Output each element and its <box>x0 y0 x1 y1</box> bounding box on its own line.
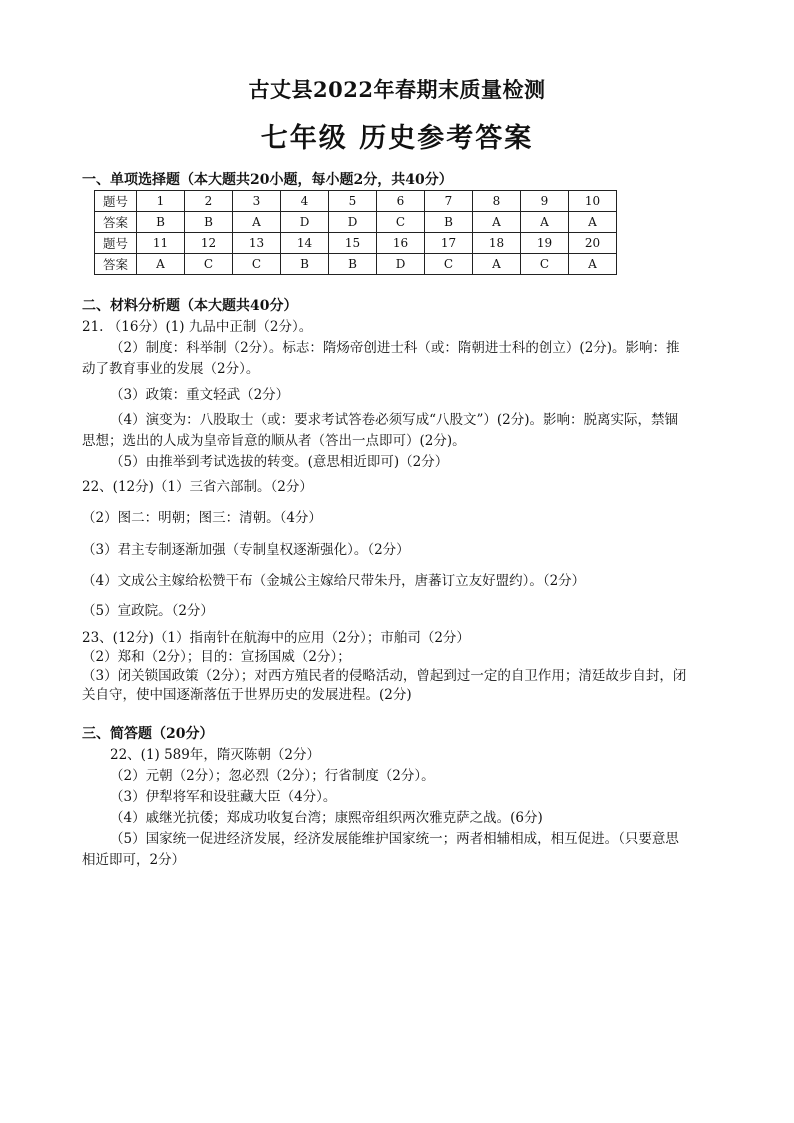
answer-cell: C <box>425 254 473 275</box>
answer-cell: C <box>185 254 233 275</box>
question-number: 15 <box>329 233 377 254</box>
answer-line: 21. （16分）(1) 九品中正制（2分）。 <box>82 319 313 335</box>
question-number: 2 <box>185 191 233 212</box>
answer-line: （3）伊犁将军和设驻藏大臣（4分）。 <box>110 789 337 805</box>
answer-line: （5）由推举到考试选拔的转变。(意思相近即可)（2分） <box>110 454 449 470</box>
section-1-heading: 一、单项选择题（本大题共20小题，每小题2分，共40分） <box>82 172 453 188</box>
row-label: 题号 <box>95 233 137 254</box>
question-number: 9 <box>521 191 569 212</box>
table-row <box>95 212 617 233</box>
answer-line: （4）戚继光抗倭；郑成功收复台湾；康熙帝组织两次雅克萨之战。(6分) <box>110 810 543 826</box>
answer-line: （4）演变为：八股取士（或：要求考试答卷必须写成“八股文”）(2分)。影响：脱离实际，禁锢 <box>110 412 679 428</box>
answer-cell: B <box>281 254 329 275</box>
section-2-heading: 二、材料分析题（本大题共40分） <box>82 298 298 314</box>
question-number: 5 <box>329 191 377 212</box>
question-number: 4 <box>281 191 329 212</box>
answer-line: 23、(12分)（1）指南针在航海中的应用（2分）；市舶司（2分） <box>82 630 470 646</box>
question-number: 8 <box>473 191 521 212</box>
question-number: 3 <box>233 191 281 212</box>
answer-cell: B <box>425 212 473 233</box>
question-number: 10 <box>569 191 617 212</box>
question-number: 7 <box>425 191 473 212</box>
answer-cell: A <box>569 254 617 275</box>
question-number: 20 <box>569 233 617 254</box>
question-number: 19 <box>521 233 569 254</box>
table-row <box>95 191 617 212</box>
question-number: 18 <box>473 233 521 254</box>
answer-line: （2）元朝（2分）；忽必烈（2分）；行省制度（2分）。 <box>110 768 435 784</box>
question-number: 14 <box>281 233 329 254</box>
question-number: 16 <box>377 233 425 254</box>
row-label: 答案 <box>95 254 137 275</box>
answer-cell: A <box>521 212 569 233</box>
answer-line: 动了教育事业的发展（2分）。 <box>82 361 260 377</box>
answer-line: （3）闭关锁国政策（2分）；对西方殖民者的侵略活动，曾起到过一定的自卫作用；清廷故步自封，闭 <box>82 668 687 684</box>
answer-line: 相近即可，2分） <box>82 852 186 868</box>
question-number: 6 <box>377 191 425 212</box>
answer-line: 22、(12分)（1）三省六部制。（2分） <box>82 479 313 495</box>
answer-cell: A <box>137 254 185 275</box>
answer-table <box>94 190 617 275</box>
question-number: 1 <box>137 191 185 212</box>
document-subtitle: 七年级 历史参考答案 <box>260 123 534 154</box>
answer-cell: D <box>281 212 329 233</box>
answer-cell: A <box>233 212 281 233</box>
answer-cell: C <box>521 254 569 275</box>
answer-line: （2）郑和（2分）；目的：宣扬国威（2分）； <box>82 649 351 665</box>
answer-line: 22、(1) 589年，隋灭陈朝（2分） <box>110 747 320 763</box>
question-number: 17 <box>425 233 473 254</box>
answer-line: 关自守，使中国逐渐落伍于世界历史的发展进程。(2分) <box>82 687 412 703</box>
question-number: 13 <box>233 233 281 254</box>
answer-cell: D <box>377 254 425 275</box>
answer-line: （2）制度：科举制（2分）。标志：隋炀帝创进士科（或：隋朝进士科的创立）(2分)。影响：推 <box>110 340 680 356</box>
question-number: 12 <box>185 233 233 254</box>
answer-cell: C <box>377 212 425 233</box>
answer-cell: B <box>137 212 185 233</box>
answer-line: （2）图二：明朝；图三：清朝。（4分） <box>82 510 322 526</box>
answer-cell: D <box>329 212 377 233</box>
answer-cell: C <box>233 254 281 275</box>
row-label: 题号 <box>95 191 137 212</box>
answer-cell: B <box>185 212 233 233</box>
answer-line: （3）政策：重文轻武（2分） <box>110 387 290 403</box>
answer-line: （3）君主专制逐渐加强（专制皇权逐渐强化）。（2分） <box>82 542 410 558</box>
section-3-heading: 三、简答题（20分） <box>82 726 214 742</box>
row-label: 答案 <box>95 212 137 233</box>
answer-cell: A <box>473 254 521 275</box>
answer-line: 思想；选出的人成为皇帝旨意的顺从者（答出一点即可）(2分)。 <box>82 433 466 449</box>
table-row <box>95 254 617 275</box>
answer-cell: A <box>569 212 617 233</box>
document-title: 古丈县2022年春期末质量检测 <box>248 77 546 102</box>
answer-cell: A <box>473 212 521 233</box>
answer-line: （4）文成公主嫁给松赞干布（金城公主嫁给尺带朱丹，唐蕃订立友好盟约）。（2分） <box>82 573 586 589</box>
question-number: 11 <box>137 233 185 254</box>
table-row <box>95 233 617 254</box>
answer-line: （5）国家统一促进经济发展，经济发展能维护国家统一；两者相辅相成，相互促进。（只要意思 <box>110 831 679 847</box>
answer-line: （5）宣政院。（2分） <box>82 603 214 619</box>
answer-cell: B <box>329 254 377 275</box>
